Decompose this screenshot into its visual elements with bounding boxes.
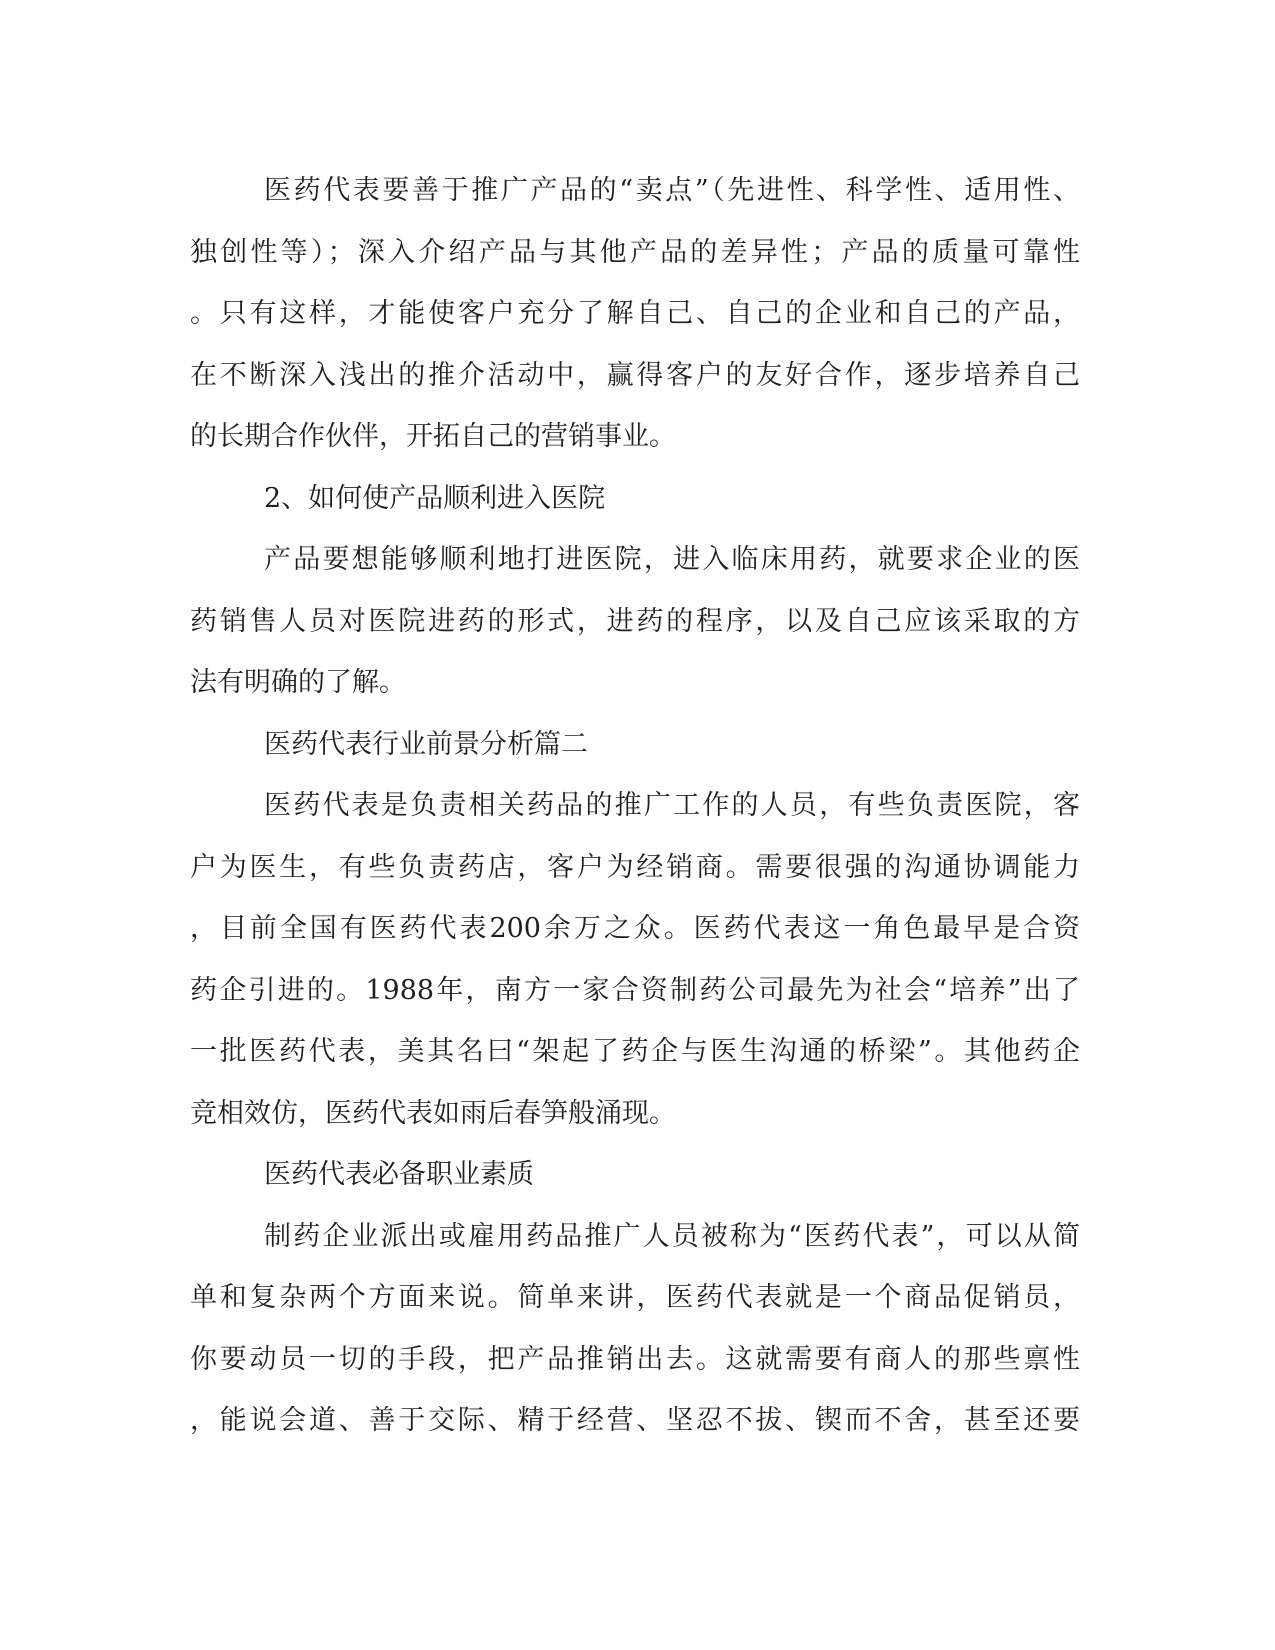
text-line: 制药企业派出或雇用药品推广人员被称为“医药代表”，可以从简 xyxy=(264,1220,1080,1252)
text-line: 药销售人员对医院进药的形式，进药的程序，以及自己应该采取的方 xyxy=(190,605,1080,637)
text-line: 医药代表必备职业素质 xyxy=(264,1159,534,1190)
section-heading-professional-qualities xyxy=(190,1144,1080,1206)
paragraph-industry-outlook xyxy=(190,775,1080,1144)
section-heading-industry-outlook xyxy=(190,714,1080,776)
text-line: 独创性等）；深入介绍产品与其他产品的差异性；产品的质量可靠性 xyxy=(190,236,1080,268)
text-line: 你要动员一切的手段，把产品推销出去。这就需要有商人的那些禀性 xyxy=(190,1343,1080,1375)
text-line: 医药代表是负责相关药品的推广工作的人员，有些负责医院，客 xyxy=(264,790,1080,821)
text-line: ，目前全国有医药代表200余万之众。医药代表这一角色最早是合资 xyxy=(190,913,1080,944)
text-line: 在不断深入浅出的推介活动中，赢得客户的友好合作，逐步培养自己 xyxy=(190,359,1080,391)
paragraph-professional-qualities xyxy=(190,1206,1080,1452)
text-line: 的长期合作伙伴，开拓自己的营销事业。 xyxy=(190,421,676,452)
text-line: 。只有这样，才能使客户充分了解自己、自己的企业和自己的产品， xyxy=(190,298,1080,329)
text-line: 医药代表行业前景分析篇二 xyxy=(264,728,588,760)
section-heading-hospital-entry xyxy=(190,468,1080,530)
text-line: 产品要想能够顺利地打进医院，进入临床用药，就要求企业的医 xyxy=(264,544,1080,575)
text-line: 一批医药代表，美其名曰“架起了药企与医生沟通的桥梁”。其他药企 xyxy=(190,1036,1080,1067)
text-line: 药企引进的。1988年，南方一家合资制药公司最先为社会“培养”出了 xyxy=(190,974,1080,1006)
paragraph-selling-points xyxy=(190,160,1080,468)
text-line: ，能说会道、善于交际、精于经营、坚忍不拔、锲而不舍，甚至还要 xyxy=(190,1405,1080,1436)
document-body xyxy=(190,160,1080,1452)
text-line: 户为医生，有些负责药店，客户为经销商。需要很强的沟通协调能力 xyxy=(190,851,1080,883)
text-line: 医药代表要善于推广产品的“卖点”（先进性、科学性、适用性、 xyxy=(264,175,1080,206)
text-line: 单和复杂两个方面来说。简单来讲，医药代表就是一个商品促销员， xyxy=(190,1282,1080,1313)
text-line: 法有明确的了解。 xyxy=(190,667,406,698)
paragraph-hospital-entry xyxy=(190,529,1080,714)
text-line: 2、如何使产品顺利进入医院 xyxy=(264,482,606,514)
text-line: 竞相效仿，医药代表如雨后春笋般涌现。 xyxy=(190,1097,676,1129)
